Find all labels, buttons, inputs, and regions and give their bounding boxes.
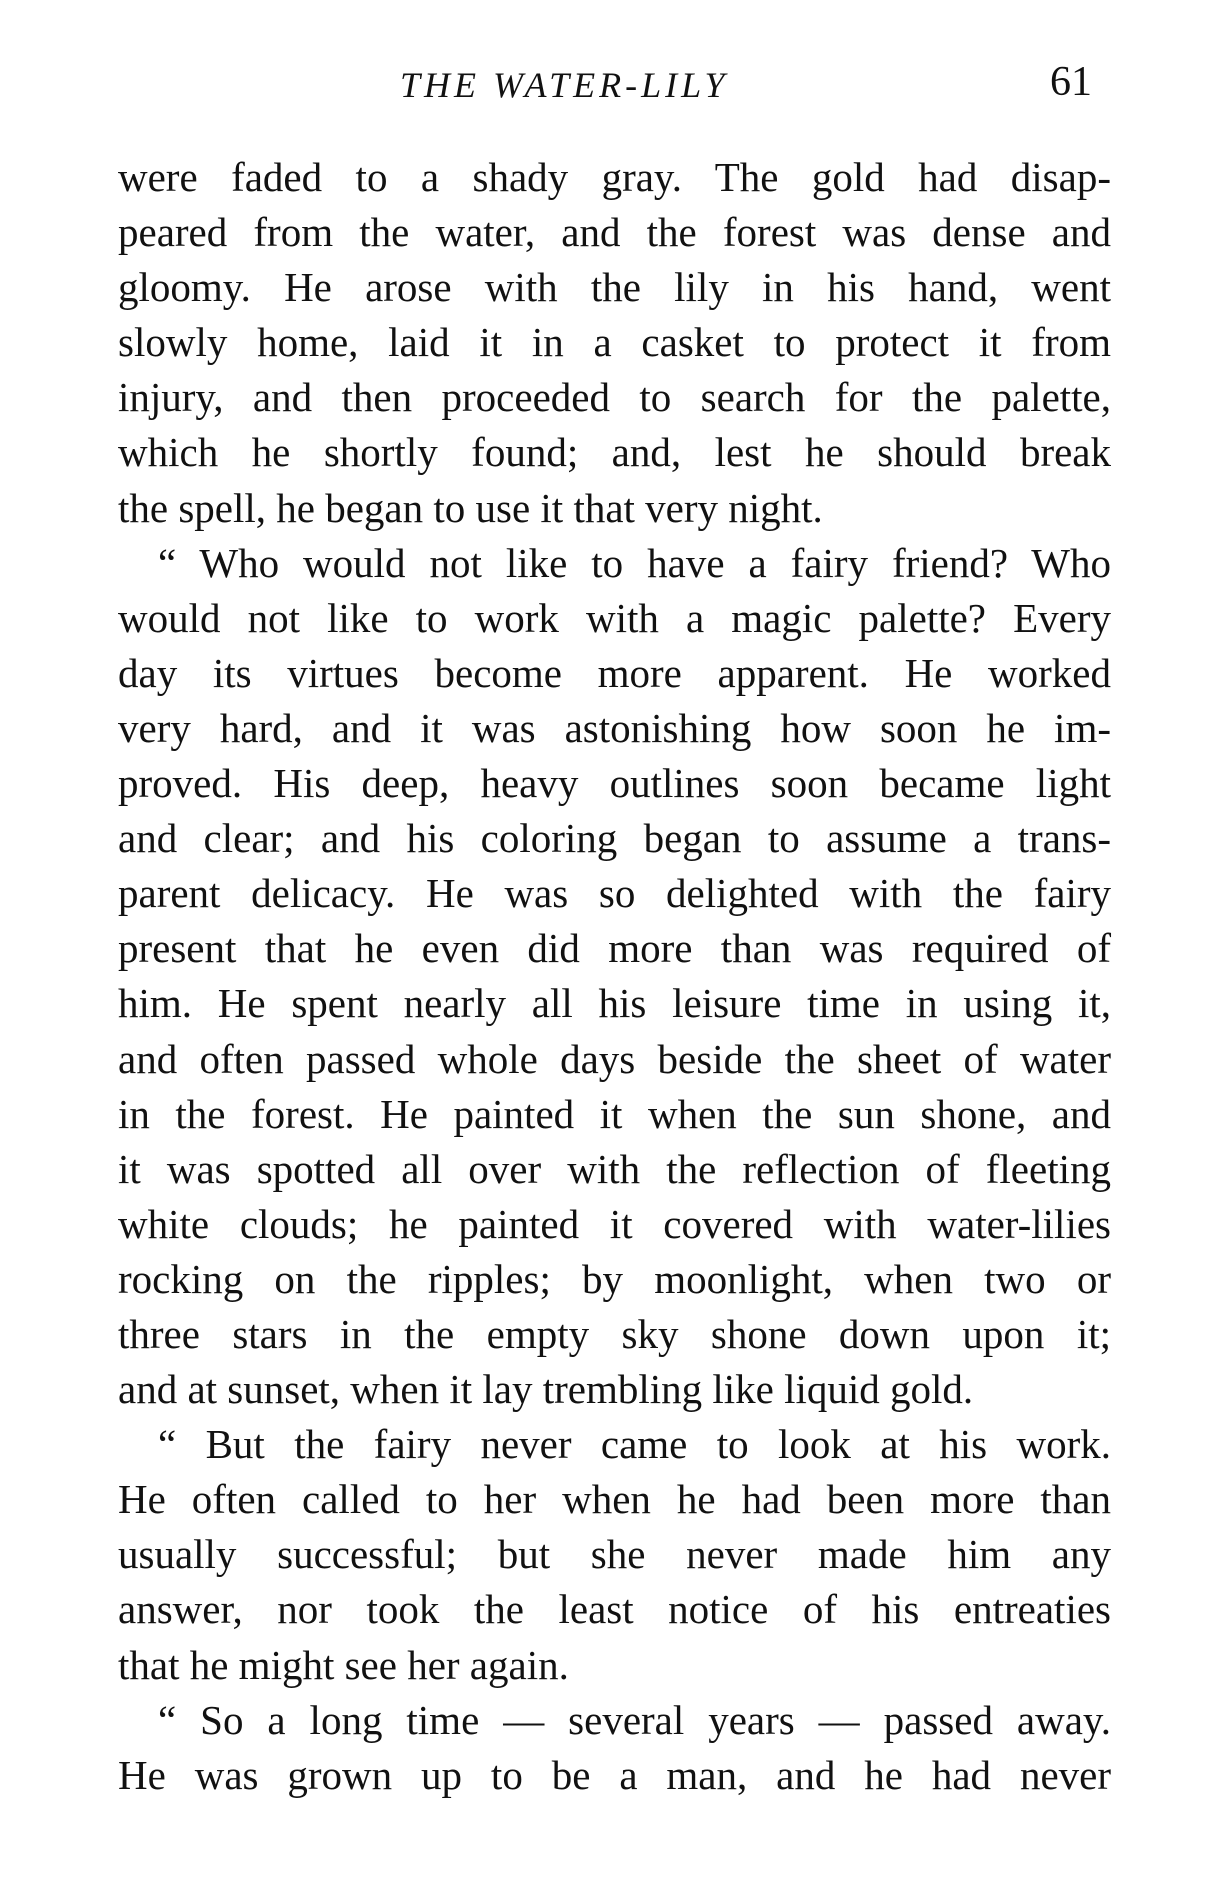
text-line: answer, nor took the least notice of his entreaties (118, 1586, 1111, 1633)
body-text (118, 150, 1111, 1803)
text-line: that he might see her again. (118, 1641, 569, 1688)
text-line: him. He spent nearly all his leisure time in using it, (118, 980, 1111, 1027)
text-line: “ Who would not like to have a fairy friend? Who (158, 539, 1111, 586)
text-line: He often called to her when he had been more than (118, 1476, 1111, 1523)
text-line: the spell, he began to use it that very night. (118, 484, 823, 531)
text-line: were faded to a shady gray. The gold had disap- (118, 154, 1111, 200)
text-line: would not like to work with a magic palette? Every (118, 594, 1111, 641)
page-number: 61 (1050, 59, 1092, 105)
text-line: and clear; and his coloring began to assume a trans- (118, 815, 1111, 862)
text-line: proved. His deep, heavy outlines soon became light (118, 760, 1111, 807)
text-line: injury, and then proceeded to search for the palette, (118, 374, 1111, 421)
text-line: parent delicacy. He was so delighted with the fairy (118, 870, 1111, 917)
text-line: peared from the water, and the forest was dense and (118, 209, 1111, 256)
text-line: and at sunset, when it lay trembling like liquid gold. (118, 1366, 974, 1413)
text-line: very hard, and it was astonishing how soon he im- (118, 704, 1111, 751)
text-line: gloomy. He arose with the lily in his hand, went (118, 264, 1111, 311)
text-line: it was spotted all over with the reflection of fleeting (118, 1145, 1111, 1192)
text-line: and often passed whole days beside the sheet of water (118, 1035, 1111, 1082)
text-line: slowly home, laid it in a casket to protect it from (118, 319, 1111, 366)
text-line: white clouds; he painted it covered with water-lilies (118, 1200, 1111, 1247)
text-line: “ So a long time — several years — passed away. (158, 1696, 1111, 1743)
text-line: usually successful; but she never made him any (118, 1531, 1111, 1578)
text-line: He was grown up to be a man, and he had never (118, 1751, 1111, 1798)
text-line: three stars in the empty sky shone down upon it; (118, 1310, 1111, 1357)
text-line: present that he even did more than was required of (118, 925, 1111, 972)
text-line: in the forest. He painted it when the sun shone, and (118, 1090, 1111, 1137)
text-line: “ But the fairy never came to look at his work. (158, 1421, 1111, 1468)
text-line: rocking on the ripples; by moonlight, when two or (118, 1255, 1111, 1302)
running-head (0, 58, 1221, 108)
text-line: day its virtues become more apparent. He worked (118, 649, 1111, 696)
running-title: THE WATER-LILY (400, 65, 729, 105)
text-line: which he shortly found; and, lest he should break (118, 429, 1111, 476)
